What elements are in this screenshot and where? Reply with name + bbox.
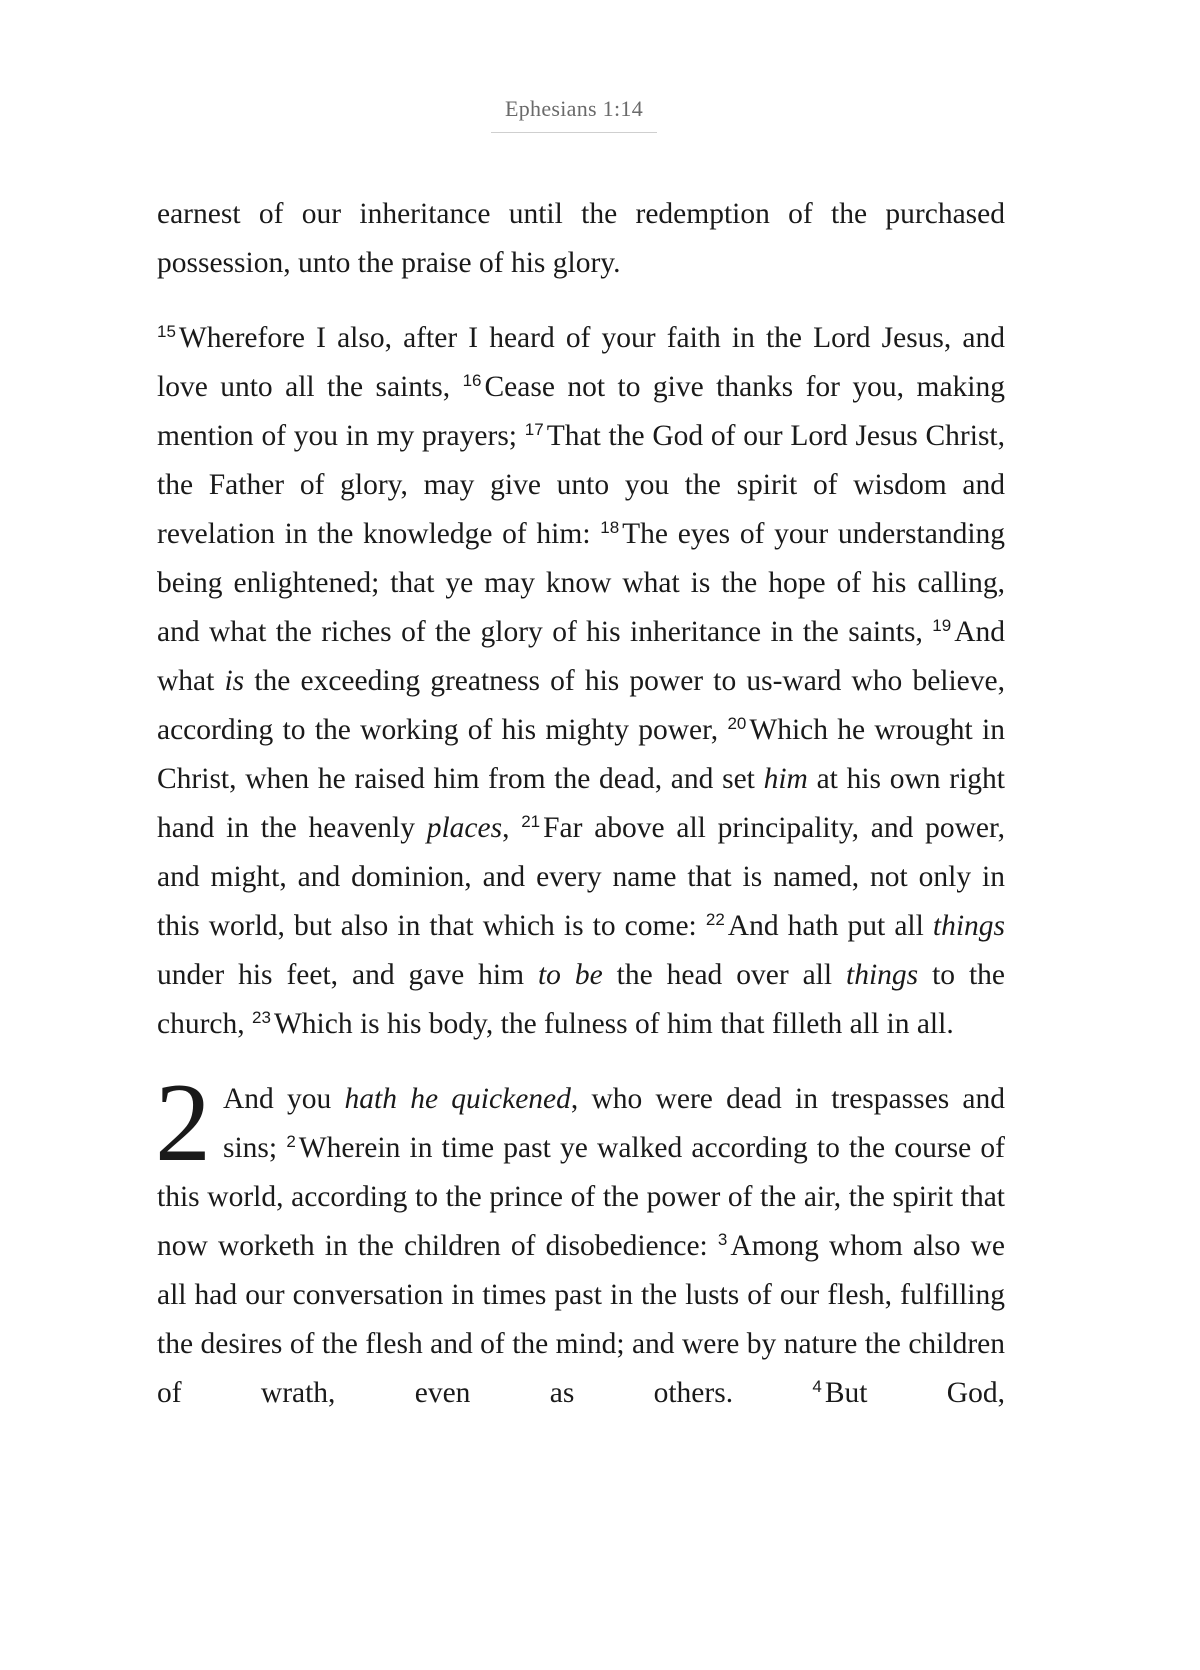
verse-22-text-b: under his feet, and gave him (157, 959, 525, 991)
verse-17-text: That the God of our Lord Jesus Christ, the Father of glory, may give unto you the spirit of wisdom and revelation in the knowledge of him: (157, 420, 1005, 550)
verse-16-text: Cease not to give thanks for you, making mention of you in my prayers; (157, 371, 1005, 452)
running-head: Ephesians 1:14 (491, 96, 657, 133)
verse-19-italic: is (224, 665, 245, 697)
verse-2-2-text: Wherein in time past ye walked according to the course of this world, according to the prince of the power of the air, the spirit that now worketh in the children of disobedience: (157, 1132, 1005, 1262)
verse-2-1-text-a: And you (223, 1083, 332, 1115)
verse-number-21: 21 (521, 812, 541, 831)
verse-number-22: 22 (705, 910, 725, 929)
verse-15-text: Wherefore I also, after I heard of your faith in the Lord Jesus, and love unto all the saints, (157, 322, 1005, 403)
paragraph-1-15-23 (157, 314, 1005, 1049)
verse-22-italic-2: to be (537, 959, 603, 991)
verse-2-3-text: Among whom also we all had our conversation in times past in the lusts of our flesh, fulfilling the desires of the flesh and of the mind; and were by nature the children of wrath, even as others. (157, 1230, 1005, 1409)
verse-2-4-text: But God, (824, 1377, 1005, 1409)
verse-number-23: 23 (252, 1008, 271, 1027)
paragraph-chapter-2 (155, 1061, 1005, 1418)
page-header (0, 96, 1148, 133)
verse-number-2-4: 4 (812, 1377, 822, 1396)
verse-number-20: 20 (727, 714, 747, 733)
verse-number-2-2: 2 (286, 1132, 296, 1151)
verse-23-text: Which is his body, the fulness of him that filleth all in all. (273, 1008, 954, 1040)
verse-20-italic-2: places (426, 812, 503, 844)
verse-2-1-italic: hath he quickened (344, 1083, 571, 1115)
verse-number-15: 15 (157, 322, 176, 341)
verse-2-1-text-b: , who were dead in trespasses and sins; (223, 1083, 1005, 1164)
verse-22-italic-3: things (846, 959, 919, 991)
verse-20-text-c: , (502, 812, 510, 844)
verse-20-text-b: at his own right hand in the heavenly (157, 763, 1005, 844)
verse-number-16: 16 (462, 371, 482, 390)
verse-number-2-3: 3 (717, 1230, 728, 1249)
verse-14-continuation: earnest of our inheritance until the redemption of the purchased possession, unto the praise of his glory. (157, 198, 1005, 279)
verse-number-17: 17 (524, 420, 544, 439)
verse-22-text-d: to the church, (157, 959, 1005, 1040)
scripture-text (157, 190, 1005, 1418)
verse-20-italic-1: him (763, 763, 808, 795)
verse-number-18: 18 (600, 518, 620, 537)
verse-22-text-a: And hath put all (727, 910, 924, 942)
verse-19-text-a: And what (157, 616, 1006, 697)
verse-19-text-b: the exceeding greatness of his power to us-ward who believe, according to the working of his mighty power, (157, 665, 1005, 746)
verse-20-text-a: Which he wrought in Christ, when he raised him from the dead, and set (157, 714, 1005, 795)
chapter-number-drop-cap: 2 (155, 1061, 211, 1185)
verse-22-text-c: the head over all (616, 959, 833, 991)
verse-number-19: 19 (932, 616, 952, 635)
verse-22-italic-1: things (932, 910, 1006, 942)
paragraph-1-14-continued (157, 190, 1005, 288)
verse-21-text: Far above all principality, and power, and might, and dominion, and every name that is named, not only in this world, but also in that which is to come: (157, 812, 1005, 942)
verse-18-text: The eyes of your understanding being enlightened; that ye may know what is the hope of his calling, and what the riches of the glory of his inheritance in the saints, (157, 518, 1006, 648)
